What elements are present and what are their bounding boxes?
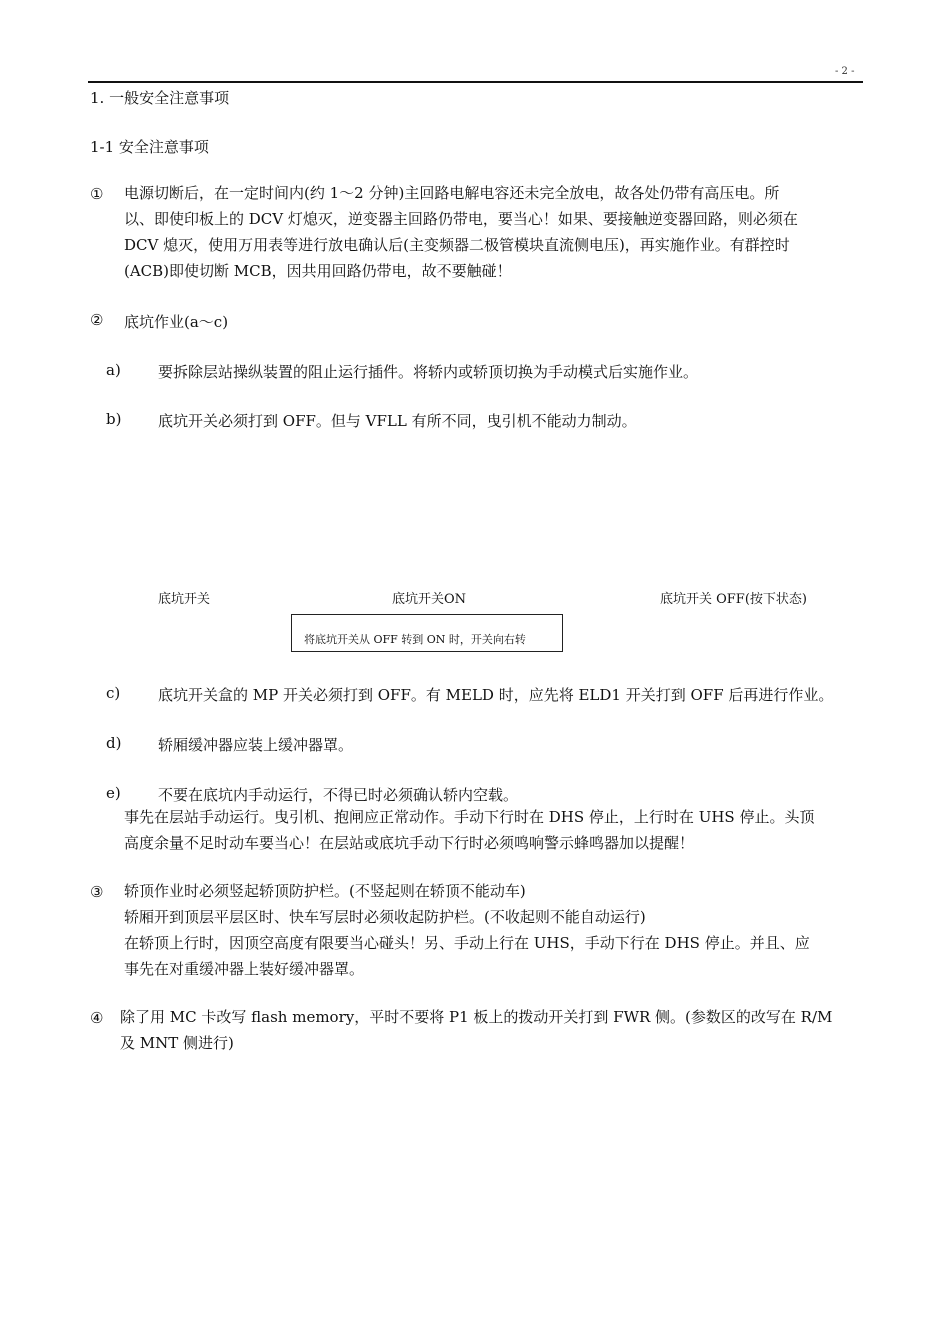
item-2b-marker: b) [106,410,122,428]
header-rule [88,81,863,83]
item-2d-text: 轿厢缓冲器应装上缓冲器罩。 [158,736,354,754]
item-2b-text: 底坑开关必须打到 OFF。但与 VFLL 有所不同，曳引机不能动力制动。 [158,412,637,430]
page-number: - 2 - [835,66,855,77]
item-2a-text: 要拆除层站操纵装置的阻止运行插件。将轿内或轿顶切换为手动模式后实施作业。 [158,363,699,381]
item-2d-marker: d) [106,734,122,752]
item-2-marker: ② [90,311,104,329]
item-4-marker: ④ [90,1009,104,1027]
item-2c-text: 底坑开关盒的 MP 开关必须打到 OFF。有 MELD 时，应先将 ELD1 开关打到 OFF 后再进行作业。 [158,686,834,704]
item-3-line-2: 轿厢开到顶层平层区时、快车写层时必须收起防护栏。(不收起则不能自动运行) [124,908,646,926]
item-3-line-1: 轿顶作业时必须竖起轿顶防护栏。(不竖起则在轿顶不能动车) [124,882,526,900]
section-title: 1. 一般安全注意事项 [90,89,230,107]
item-1-marker: ① [90,185,104,203]
item-4-line-2: 及 MNT 侧进行) [120,1034,234,1052]
figure-label-pit-switch-on: 底坑开关ON [392,592,467,607]
item-2a-marker: a) [106,361,121,379]
item-2e-text: 不要在底坑内手动运行，不得已时必须确认轿内空载。 [158,786,519,804]
item-3-line-4: 事先在对重缓冲器上装好缓冲器罩。 [124,960,365,978]
subsection-title: 1-1 安全注意事项 [90,138,209,156]
item-3-line-3: 在轿顶上行时，因顶空高度有限要当心碰头！另、手动上行在 UHS，手动下行在 DHS 停止。并且、应 [124,934,810,952]
item-1-line-2: 以、即使印板上的 DCV 灯熄灭，逆变器主回路仍带电，要当心！如果、要接触逆变器回路，则必须在 [124,210,798,228]
figure-label-pit-switch: 底坑开关 [158,592,211,607]
item-1-line-1: 电源切断后，在一定时间内(约 1～2 分钟)主回路电解电容还未完全放电，故各处仍带有高压电。所 [124,184,780,202]
item-2e-line-2: 高度余量不足时动车要当心！在层站或底坑手动下行时必须鸣响警示蜂鸣器加以提醒！ [124,834,695,852]
item-2-title: 底坑作业(a～c) [124,313,229,331]
figure-note: 将底坑开关从 OFF 转到 ON 时，开关向右转 [304,633,526,646]
item-4-line-1: 除了用 MC 卡改写 flash memory，平时不要将 P1 板上的拨动开关打到 FWR 侧。(参数区的改写在 R/M [120,1008,833,1026]
figure-label-pit-switch-off: 底坑开关 OFF(按下状态) [660,592,807,607]
item-1-line-3: DCV 熄灭，使用万用表等进行放电确认后(主变频器二极管模块直流侧电压)，再实施作业。有群控时 [124,236,790,254]
item-2e-marker: e) [106,784,121,802]
figure-note-box [291,614,563,652]
item-2e-line-1: 事先在层站手动运行。曳引机、抱闸应正常动作。手动下行时在 DHS 停止，上行时在 UHS 停止。头顶 [124,808,815,826]
item-3-marker: ③ [90,883,104,901]
item-2c-marker: c) [106,684,121,702]
item-1-line-4: (ACB)即使切断 MCB，因共用回路仍带电，故不要触碰！ [124,262,512,280]
